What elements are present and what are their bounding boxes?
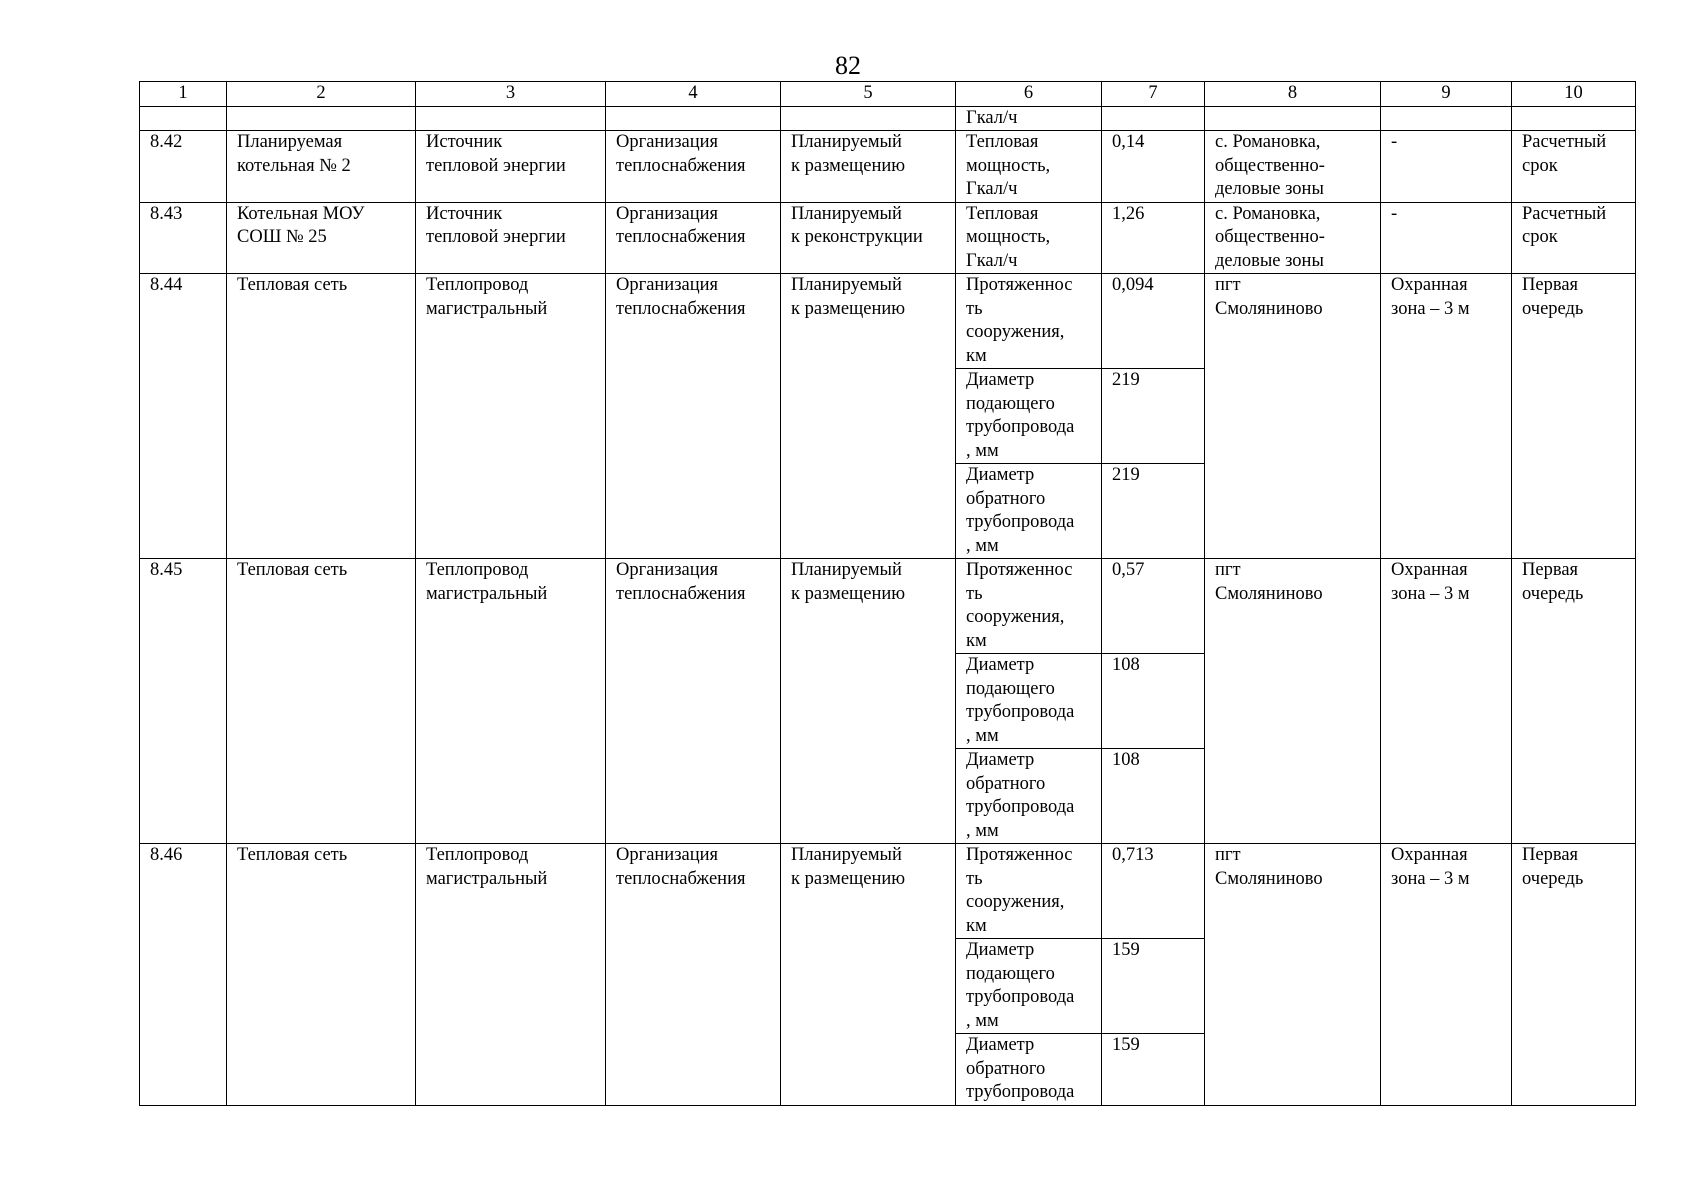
object-location: пгт Смоляниново [1205, 844, 1381, 1106]
row-number: 8.43 [140, 202, 227, 274]
cell [227, 106, 416, 131]
page-number: 82 [835, 51, 861, 80]
planned-objects-table [139, 81, 1636, 1106]
protection-zone: - [1381, 131, 1512, 203]
parameter-name: Протяженнос ть сооружения, км [956, 844, 1102, 939]
object-location: с. Романовка, общественно- деловые зоны [1205, 131, 1381, 203]
object-purpose: Организация теплоснабжения [606, 844, 781, 1106]
continuation-row [140, 106, 1636, 131]
object-kind: Теплопровод магистральный [416, 274, 606, 559]
object-purpose: Организация теплоснабжения [606, 559, 781, 844]
protection-zone: Охранная зона – 3 м [1381, 274, 1512, 559]
object-location: пгт Смоляниново [1205, 274, 1381, 559]
parameter-name: Тепловая мощность, Гкал/ч [956, 202, 1102, 274]
cell [140, 106, 227, 131]
table-row [140, 202, 1636, 274]
object-name: Планируемая котельная № 2 [227, 131, 416, 203]
parameter-name: Диаметр подающего трубопровода , мм [956, 369, 1102, 464]
parameter-value: 0,57 [1102, 559, 1205, 654]
table-row [140, 274, 1636, 369]
row-number: 8.44 [140, 274, 227, 559]
parameter-name: Тепловая мощность, Гкал/ч [956, 131, 1102, 203]
object-status: Планируемый к размещению [781, 559, 956, 844]
implementation-term: Расчетный срок [1512, 131, 1636, 203]
object-kind: Источник тепловой энергии [416, 202, 606, 274]
implementation-term: Первая очередь [1512, 274, 1636, 559]
column-number: 10 [1512, 82, 1636, 107]
column-number: 9 [1381, 82, 1512, 107]
parameter-name: Протяженнос ть сооружения, км [956, 559, 1102, 654]
object-location: с. Романовка, общественно- деловые зоны [1205, 202, 1381, 274]
object-name: Тепловая сеть [227, 844, 416, 1106]
object-status: Планируемый к реконструкции [781, 202, 956, 274]
column-number: 7 [1102, 82, 1205, 107]
parameter-value: 159 [1102, 939, 1205, 1034]
protection-zone: Охранная зона – 3 м [1381, 844, 1512, 1106]
object-name: Тепловая сеть [227, 274, 416, 559]
parameter-cell: Гкал/ч [956, 106, 1102, 131]
object-kind: Теплопровод магистральный [416, 844, 606, 1106]
parameter-name: Диаметр подающего трубопровода , мм [956, 654, 1102, 749]
table-row [140, 131, 1636, 203]
column-number: 2 [227, 82, 416, 107]
cell [416, 106, 606, 131]
parameter-value: 159 [1102, 1034, 1205, 1106]
object-purpose: Организация теплоснабжения [606, 131, 781, 203]
object-kind: Источник тепловой энергии [416, 131, 606, 203]
parameter-value: 0,094 [1102, 274, 1205, 369]
parameter-value: 108 [1102, 654, 1205, 749]
row-number: 8.42 [140, 131, 227, 203]
implementation-term: Первая очередь [1512, 844, 1636, 1106]
column-number: 3 [416, 82, 606, 107]
row-number: 8.45 [140, 559, 227, 844]
column-number: 4 [606, 82, 781, 107]
parameter-value: 0,713 [1102, 844, 1205, 939]
table-row [140, 844, 1636, 939]
object-purpose: Организация теплоснабжения [606, 202, 781, 274]
table-row [140, 559, 1636, 654]
protection-zone: - [1381, 202, 1512, 274]
protection-zone: Охранная зона – 3 м [1381, 559, 1512, 844]
cell [1102, 106, 1205, 131]
column-number: 6 [956, 82, 1102, 107]
object-location: пгт Смоляниново [1205, 559, 1381, 844]
object-name: Котельная МОУ СОШ № 25 [227, 202, 416, 274]
row-number: 8.46 [140, 844, 227, 1106]
object-purpose: Организация теплоснабжения [606, 274, 781, 559]
cell [1381, 106, 1512, 131]
object-status: Планируемый к размещению [781, 844, 956, 1106]
parameter-value: 1,26 [1102, 202, 1205, 274]
parameter-name: Протяженнос ть сооружения, км [956, 274, 1102, 369]
cell [1512, 106, 1636, 131]
object-status: Планируемый к размещению [781, 131, 956, 203]
object-name: Тепловая сеть [227, 559, 416, 844]
implementation-term: Первая очередь [1512, 559, 1636, 844]
cell [606, 106, 781, 131]
parameter-value: 219 [1102, 369, 1205, 464]
cell [1205, 106, 1381, 131]
parameter-value: 108 [1102, 749, 1205, 844]
cell [781, 106, 956, 131]
parameter-value: 0,14 [1102, 131, 1205, 203]
parameter-name: Диаметр подающего трубопровода , мм [956, 939, 1102, 1034]
column-number-row [140, 82, 1636, 107]
parameter-name: Диаметр обратного трубопровода [956, 1034, 1102, 1106]
object-status: Планируемый к размещению [781, 274, 956, 559]
parameter-name: Диаметр обратного трубопровода , мм [956, 464, 1102, 559]
parameter-value: 219 [1102, 464, 1205, 559]
implementation-term: Расчетный срок [1512, 202, 1636, 274]
column-number: 1 [140, 82, 227, 107]
column-number: 5 [781, 82, 956, 107]
parameter-name: Диаметр обратного трубопровода , мм [956, 749, 1102, 844]
column-number: 8 [1205, 82, 1381, 107]
object-kind: Теплопровод магистральный [416, 559, 606, 844]
